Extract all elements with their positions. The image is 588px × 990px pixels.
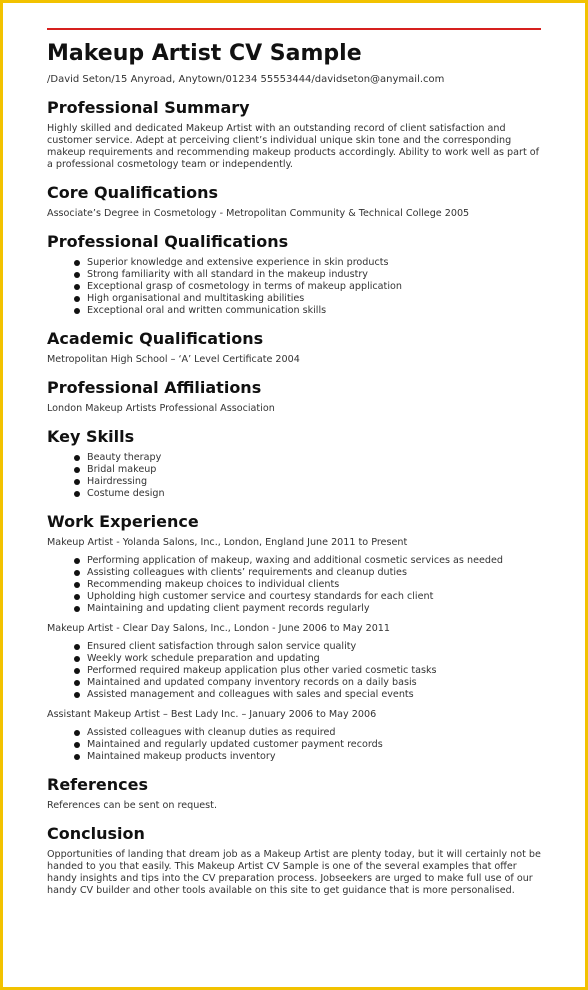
list-item: Performed required makeup application plus other varied cosmetic tasks [87,665,545,677]
list-item: High organisational and multitasking abilities [87,293,545,305]
list-item: Maintaining and updating client payment records regularly [87,603,545,615]
job-title-3: Assistant Makeup Artist – Best Lady Inc. – January 2006 to May 2006 [47,709,377,720]
list-item: Assisted management and colleagues with sales and special events [87,689,545,701]
job-3-duties [47,727,545,763]
page-title: Makeup Artist CV Sample [47,41,362,66]
list-item: Maintained and updated company inventory records on a daily basis [87,677,545,689]
list-item: Maintained and regularly updated customer payment records [87,739,545,751]
header-rule [47,28,541,30]
conclusion-heading: Conclusion [47,824,145,843]
key-skills-list [47,452,545,500]
list-item: Assisted colleagues with cleanup duties as required [87,727,545,739]
job-title-2: Makeup Artist - Clear Day Salons, Inc., London - June 2006 to May 2011 [47,623,391,634]
professional-qualifications-list [47,257,545,317]
list-item: Upholding high customer service and courtesy standards for each client [87,591,545,603]
list-item: Beauty therapy [87,452,545,464]
core-qualifications-text: Associate’s Degree in Cosmetology - Metropolitan Community & Technical College 2005 [47,208,470,219]
list-item: Exceptional oral and written communication skills [87,305,545,317]
list-item: Recommending makeup choices to individual clients [87,579,545,591]
job-1-duties [47,555,545,615]
list-item: Exceptional grasp of cosmetology in terms of makeup application [87,281,545,293]
contact-line: /David Seton/15 Anyroad, Anytown/01234 55553444/davidseton@anymail.com [47,74,445,85]
list-item: Bridal makeup [87,464,545,476]
affiliations-text: London Makeup Artists Professional Association [47,403,275,414]
summary-text: Highly skilled and dedicated Makeup Artist with an outstanding record of client satisfaction and customer service. Adept at perceiving client’s individual unique skin tone and the corresponding makeup requirements and recommending makeup products accordingly. Ability to work well as part of a professional cosmetology team or independently. [47,123,540,170]
academic-text: Metropolitan High School – ‘A’ Level Certificate 2004 [47,354,300,365]
list-item: Costume design [87,488,545,500]
list-item: Maintained makeup products inventory [87,751,545,763]
affiliations-heading: Professional Affiliations [47,378,262,397]
academic-heading: Academic Qualifications [47,329,264,348]
list-item: Superior knowledge and extensive experience in skin products [87,257,545,269]
list-item: Ensured client satisfaction through salon service quality [87,641,545,653]
job-2-duties [47,641,545,701]
references-heading: References [47,775,148,794]
references-text: References can be sent on request. [47,800,217,811]
list-item: Weekly work schedule preparation and updating [87,653,545,665]
conclusion-text: Opportunities of landing that dream job as a Makeup Artist are plenty today, but it will certainly not be handed to you that easily. This Makeup Artist CV Sample is one of the several examples that offer handy insights and tips into the CV preparation process. Jobseekers are urged to make full use of our handy CV builder and other tools available on this site to get guidance that is more personalised. [47,849,541,896]
key-skills-heading: Key Skills [47,427,135,446]
professional-qualifications-heading: Professional Qualifications [47,232,289,251]
list-item: Assisting colleagues with clients’ requirements and cleanup duties [87,567,545,579]
list-item: Hairdressing [87,476,545,488]
job-title-1: Makeup Artist - Yolanda Salons, Inc., London, England June 2011 to Present [47,537,408,548]
summary-heading: Professional Summary [47,98,250,117]
list-item: Strong familiarity with all standard in the makeup industry [87,269,545,281]
work-experience-heading: Work Experience [47,512,199,531]
cv-page [3,3,585,987]
core-qualifications-heading: Core Qualifications [47,183,218,202]
list-item: Performing application of makeup, waxing and additional cosmetic services as needed [87,555,545,567]
